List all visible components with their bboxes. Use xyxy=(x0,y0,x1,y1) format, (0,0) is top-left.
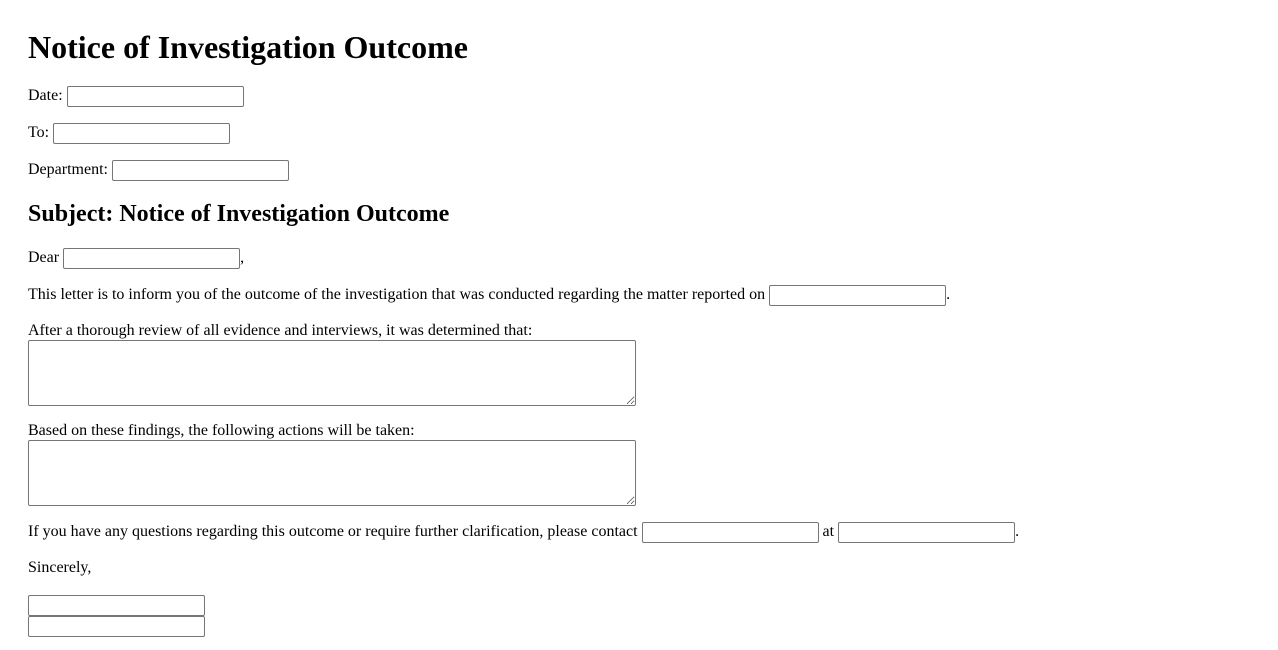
subject-heading: Subject: Notice of Investigation Outcome xyxy=(28,201,450,227)
salutation-comma: , xyxy=(240,249,245,266)
intro-period: . xyxy=(946,286,951,303)
contact-name-input[interactable] xyxy=(642,522,819,543)
reported-date-input[interactable] xyxy=(769,285,946,306)
contact-info-input[interactable] xyxy=(838,522,1015,543)
to-row xyxy=(28,121,230,145)
salutation-row xyxy=(28,246,244,270)
contact-text: If you have any questions regarding this outcome or require further clarification, please contact xyxy=(28,523,638,540)
page-title: Notice of Investigation Outcome xyxy=(28,29,468,65)
signature-title-input[interactable] xyxy=(28,616,205,637)
findings-label: After a thorough review of all evidence and interviews, it was determined that: xyxy=(28,322,533,339)
contact-period: . xyxy=(1015,523,1020,540)
closing-text: Sincerely, xyxy=(28,559,92,576)
recipient-name-input[interactable] xyxy=(63,248,240,269)
findings-textarea[interactable] xyxy=(28,340,636,406)
to-input[interactable] xyxy=(53,123,230,144)
department-input[interactable] xyxy=(112,160,289,181)
intro-text: This letter is to inform you of the outcome of the investigation that was conducted regarding the matter reported on xyxy=(28,286,766,303)
signature-name-input[interactable] xyxy=(28,595,205,616)
contact-at-text: at xyxy=(822,523,835,540)
date-label: Date: xyxy=(28,87,63,104)
intro-row xyxy=(28,283,950,307)
to-label: To: xyxy=(28,124,50,141)
department-label: Department: xyxy=(28,161,108,178)
actions-label: Based on these findings, the following actions will be taken: xyxy=(28,422,415,439)
department-row xyxy=(28,158,289,182)
salutation-prefix: Dear xyxy=(28,249,60,266)
date-input[interactable] xyxy=(67,86,244,107)
actions-textarea[interactable] xyxy=(28,440,636,506)
contact-row xyxy=(28,520,1019,544)
date-row xyxy=(28,84,244,108)
